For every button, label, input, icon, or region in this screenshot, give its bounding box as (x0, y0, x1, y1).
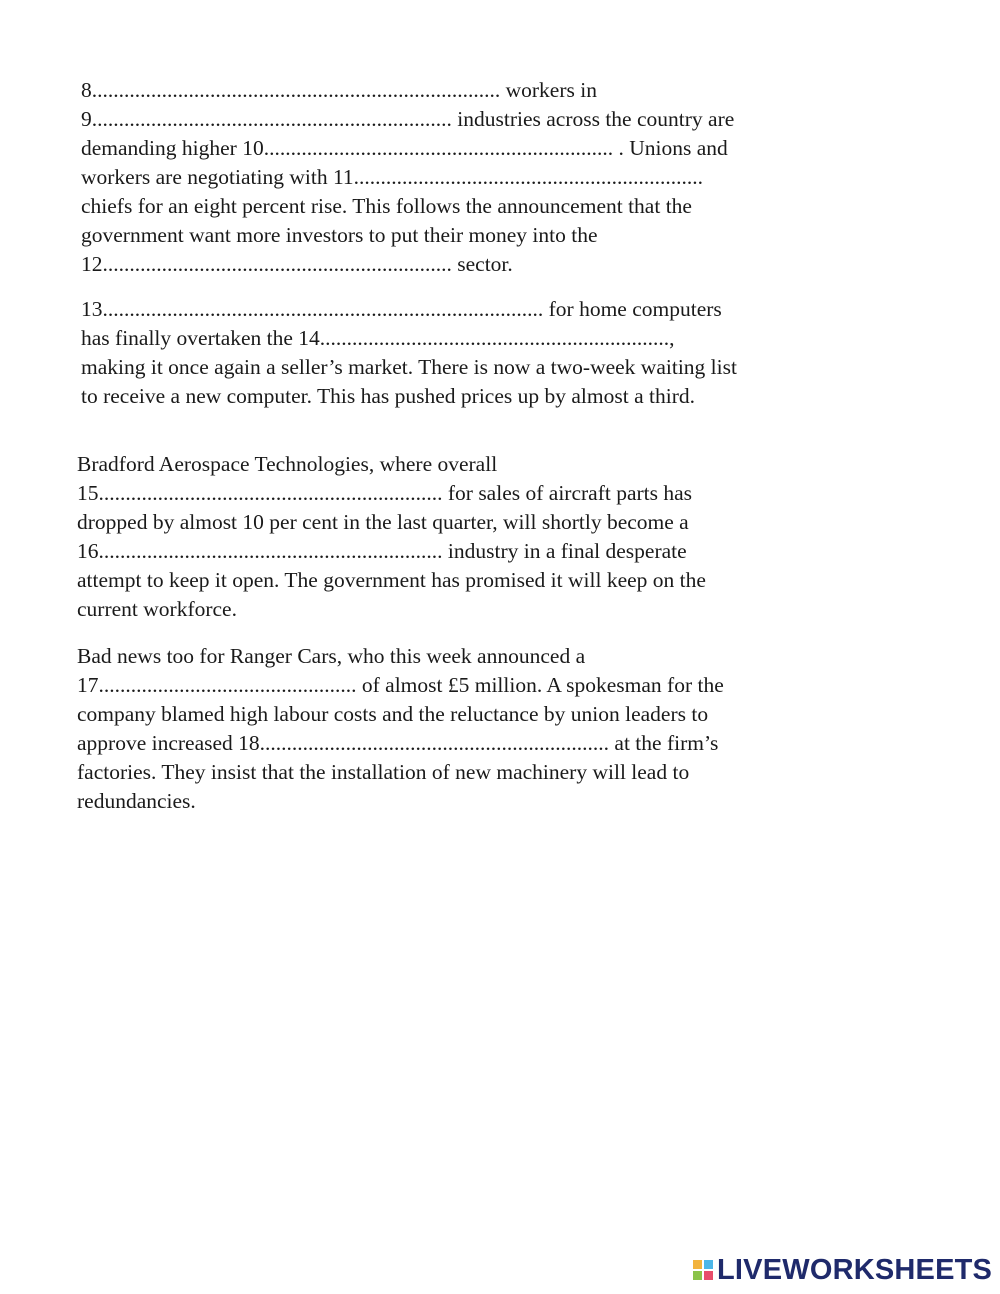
text-line: factories. They insist that the installation of new machinery will lead to (77, 760, 690, 784)
text-line: 15................................................................ for sales of aircraft parts has (77, 481, 693, 505)
text-line: demanding higher 10................................................................. . Unions and (81, 136, 728, 160)
text-line: current workforce. (77, 597, 237, 621)
text-line: attempt to keep it open. The government has promised it will keep on the (77, 568, 706, 592)
text-line: 13.................................................................................. for home computers (81, 297, 722, 321)
liveworksheets-logo[interactable] (692, 1254, 992, 1286)
logo-tile (703, 1259, 714, 1270)
text-line: making it once again a seller’s market. There is now a two-week waiting list (81, 355, 737, 379)
text-line: 9................................................................... industries across the country are (81, 107, 735, 131)
text-line: Bad news too for Ranger Cars, who this week announced a (77, 644, 586, 668)
liveworksheets-logo-icon (692, 1259, 714, 1281)
text-line: chiefs for an eight percent rise. This follows the announcement that the (81, 194, 692, 218)
logo-tile (692, 1270, 703, 1281)
text-line: 12................................................................. sector. (81, 252, 513, 276)
logo-tile (703, 1270, 714, 1281)
text-line: dropped by almost 10 per cent in the last quarter, will shortly become a (77, 510, 689, 534)
logo-text: LIVEWORKSHEETS (717, 1253, 993, 1286)
text-line: 8............................................................................ workers in (81, 78, 597, 102)
text-line: workers are negotiating with 11................................................................. (81, 165, 704, 189)
text-line: company blamed high labour costs and the reluctance by union leaders to (77, 702, 709, 726)
text-line: approve increased 18................................................................. at the firm’s (77, 731, 719, 755)
text-line: Bradford Aerospace Technologies, where overall (77, 452, 498, 476)
text-line: 16................................................................ industry in a final desperate (77, 539, 687, 563)
text-line: government want more investors to put their money into the (81, 223, 598, 247)
logo-tile (692, 1259, 703, 1270)
text-line: has finally overtaken the 14................................................................., (81, 326, 675, 350)
text-line: to receive a new computer. This has pushed prices up by almost a third. (81, 384, 695, 408)
text-line: redundancies. (77, 789, 196, 813)
text-line: 17................................................ of almost £5 million. A spokesman for the (77, 673, 724, 697)
